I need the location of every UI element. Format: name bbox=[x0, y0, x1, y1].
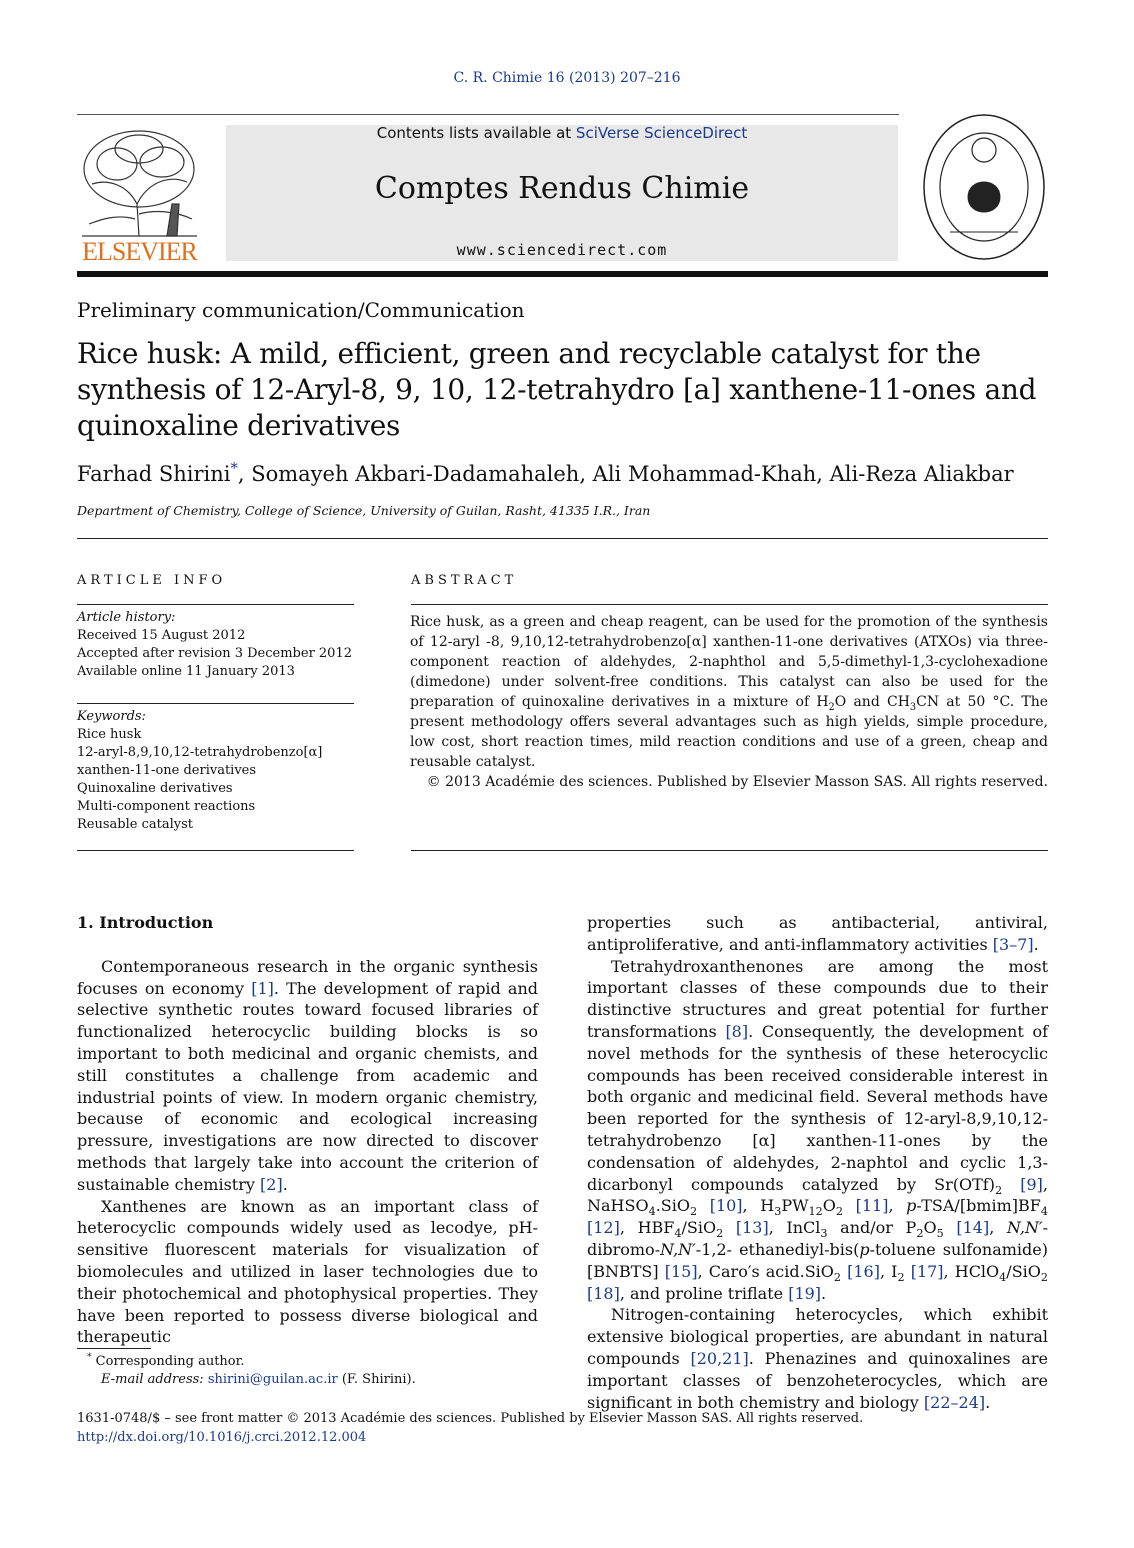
sciencedirect-link[interactable]: SciVerse ScienceDirect bbox=[575, 124, 748, 142]
affiliation: Department of Chemistry, College of Science, University of Guilan, Rasht, 41335 I.R., Iran bbox=[77, 503, 651, 518]
keyword: Quinoxaline derivatives bbox=[77, 781, 233, 796]
article-info-rule-top bbox=[77, 604, 354, 605]
body-column-right bbox=[587, 912, 1048, 1413]
article-title: Rice husk: A mild, efficient, green and recyclable catalyst for the synthesis of 12-Aryl-8, 9, 10, 12-tetrahydro [a] xanthene-11-ones and quinoxaline derivatives bbox=[77, 337, 1037, 442]
citation-link[interactable]: [18] bbox=[587, 1283, 620, 1303]
citation-link[interactable]: [13] bbox=[735, 1218, 769, 1238]
article-info-heading: ARTICLE INFO bbox=[77, 573, 227, 588]
citation-link[interactable]: [9] bbox=[1020, 1174, 1043, 1194]
header-thick-rule bbox=[77, 271, 1048, 277]
footnote-rule bbox=[77, 1348, 151, 1349]
abstract-text: Rice husk, as a green and cheap reagent, can be used for the promotion of the synthesis of 12-aryl -8, 9,10,12-tetrahydrobenzo[α] xanthen-11-one derivatives (ATXOs) via three-component reaction of aldehydes, 2-naphthol and 5,5-dimethyl-1,3-cyclohexadione (dimedone) under solvent-free conditions. This catalyst can also be used for the preparation of quinoxaline derivatives in a mixture of $H_2O$ and $CH_3CN$ at 50 °C. The present methodology offers several advantages such as high yields, simple procedure, low cost, short reaction times, mild reaction conditions and use of a green, cheap and reusable catalyst. © 2013 Académie des sciences. Published by Elsevier Masson SAS. All rights reserved. bbox=[410, 614, 1048, 790]
citation-link[interactable]: [2] bbox=[260, 1174, 283, 1194]
keyword: xanthen-11-one derivatives bbox=[77, 763, 257, 778]
keyword: 12-aryl-8,9,10,12-tetrahydrobenzo[α] bbox=[77, 745, 323, 760]
paragraph: Tetrahydroxanthenones are among the most important classes of these compounds due to their distinctive structures and great potential for further transformations [8]. Consequently, the development of novel methods for the synthesis of these heterocyclic compounds has been received considerable interest in both organic and medicinal field. Several methods have been reported for the synthesis of 12-aryl-8,9,10,12-tetrahydrobenzo [α] xanthen-11-ones by the condensation of aldehydes, 2-naphtol and cyclic 1,3-dicarbonyl compounds catalyzed by $Sr(OTf)_2$ [9], NaHSO$_4$.SiO$_2$ [10], $H_3PW_{12}O_2$ [11], $p-TSA/[bmim]BF_4$ [12], $HBF_4/SiO_2$ [13], InCl$_3$ and/or $P_2O_5$ [14], N,N′-dibromo-N,N′-1,2- ethanediyl-bis(p-toluene sulfonamide) [BNBTS] [15], Caro′s acid.SiO$_2$ [16], $I_2$ [17], HClO$_4$/SiO$_2$ [18], and proline triflate [19]. bbox=[587, 956, 1049, 1303]
article-type: Preliminary communication/Communication bbox=[77, 298, 525, 322]
paragraph: Contemporaneous research in the organic synthesis focuses on economy [1]. The development of rapid and selective synthetic routes toward focused libraries of functionalized heterocyclic building blocks is so important to both medicinal and organic chemists, and still constitutes a challenge from academic and industrial points of view. In modern organic chemistry, because of economic and ecological increasing pressure, investigations are now directed to discover methods that largely take into account the criterion of sustainable chemistry [2]. bbox=[77, 956, 538, 1194]
abstract-heading: ABSTRACT bbox=[411, 573, 518, 588]
history-label: Article history: bbox=[77, 610, 176, 625]
keyword: Multi-component reactions bbox=[77, 799, 256, 814]
author-email-link[interactable]: shirini@guilan.ac.ir bbox=[207, 1372, 338, 1387]
citation-link[interactable]: [10] bbox=[709, 1196, 743, 1216]
article-info-rule-mid bbox=[77, 703, 354, 704]
journal-website[interactable]: www.sciencedirect.com bbox=[456, 241, 668, 259]
journal-name: Comptes Rendus Chimie bbox=[374, 171, 750, 206]
keywords-block bbox=[77, 708, 357, 834]
citation-link[interactable]: [12] bbox=[587, 1218, 620, 1238]
elsevier-wordmark: ELSEVIER bbox=[82, 237, 197, 266]
section-title: 1. Introduction bbox=[77, 913, 214, 932]
article-info-rule-bottom bbox=[77, 850, 354, 851]
issn-line: 1631-0748/$ – see front matter © 2013 Académie des sciences. Published by Elsevier Masson SAS. All rights reserved. bbox=[77, 1411, 864, 1426]
history-accepted: Accepted after revision 3 December 2012 bbox=[77, 646, 352, 661]
citation-link[interactable]: [1] bbox=[251, 978, 274, 998]
citation-link[interactable]: [11] bbox=[855, 1196, 889, 1216]
title-rule bbox=[77, 538, 1048, 539]
page-footer bbox=[77, 1409, 863, 1447]
citation-link[interactable]: [19] bbox=[788, 1283, 822, 1303]
contents-line: Contents lists available at SciVerse ScienceDirect bbox=[376, 124, 748, 142]
history-online: Available online 11 January 2013 bbox=[77, 664, 295, 679]
paragraph: Nitrogen-containing heterocycles, which exhibit extensive biological properties, are abundant in natural compounds [20,21]. Phenazines and quinoxalines are important classes of benzoheterocycles, which are significant in both chemistry and biology [22–24]. bbox=[587, 1305, 1048, 1412]
footnote: * Corresponding author. E-mail address: shirini@guilan.ac.ir (F. Shirini). bbox=[87, 1352, 416, 1387]
citation-link[interactable]: [22–24] bbox=[923, 1392, 986, 1412]
doi-link[interactable]: http://dx.doi.org/10.1016/j.crci.2012.12.004 bbox=[77, 1430, 367, 1445]
keywords-label: Keywords: bbox=[77, 709, 146, 724]
abstract-copyright: © 2013 Académie des sciences. Published by Elsevier Masson SAS. All rights reserved. bbox=[426, 774, 1048, 790]
author-1: Farhad Shirini bbox=[77, 462, 231, 486]
journal-reference[interactable]: C. R. Chimie 16 (2013) 207–216 bbox=[453, 70, 681, 86]
body-column-left bbox=[77, 912, 538, 1348]
keyword: Rice husk bbox=[77, 727, 142, 742]
paragraph: Xanthenes are known as an important class of heterocyclic compounds widely used as lecodye, pH-sensitive fluorescent materials for visualization of biomolecules and utilized in laser technologies due to their photochemical and photophysical properties. They have been reported to possess diverse biological and therapeutic bbox=[77, 1196, 538, 1347]
citation-link[interactable]: [20,21] bbox=[690, 1348, 749, 1368]
citation-link[interactable]: [17] bbox=[910, 1261, 944, 1281]
paragraph: properties such as antibacterial, antiviral, antiproliferative, and anti-inflammatory activities [3–7]. bbox=[587, 913, 1048, 954]
abstract-rule-top bbox=[411, 604, 1048, 605]
citation-link[interactable]: [14] bbox=[956, 1218, 990, 1238]
citation-link[interactable]: [8] bbox=[725, 1021, 749, 1041]
citation-link[interactable]: [15] bbox=[664, 1261, 698, 1281]
academie-seal-icon bbox=[920, 112, 1048, 262]
corresponding-author-mark[interactable]: * bbox=[230, 460, 238, 477]
keyword: Reusable catalyst bbox=[77, 817, 193, 832]
history-received: Received 15 August 2012 bbox=[77, 628, 246, 643]
article-history bbox=[77, 609, 357, 681]
other-authors: , Somayeh Akbari-Dadamahaleh, Ali Mohammad-Khah, Ali-Reza Aliakbar bbox=[237, 462, 1014, 486]
header-top-rule bbox=[77, 114, 899, 115]
author-list bbox=[77, 462, 1014, 486]
citation-link[interactable]: [3–7] bbox=[992, 934, 1034, 954]
citation-link[interactable]: [16] bbox=[847, 1261, 880, 1281]
abstract-rule-bottom bbox=[411, 850, 1048, 851]
